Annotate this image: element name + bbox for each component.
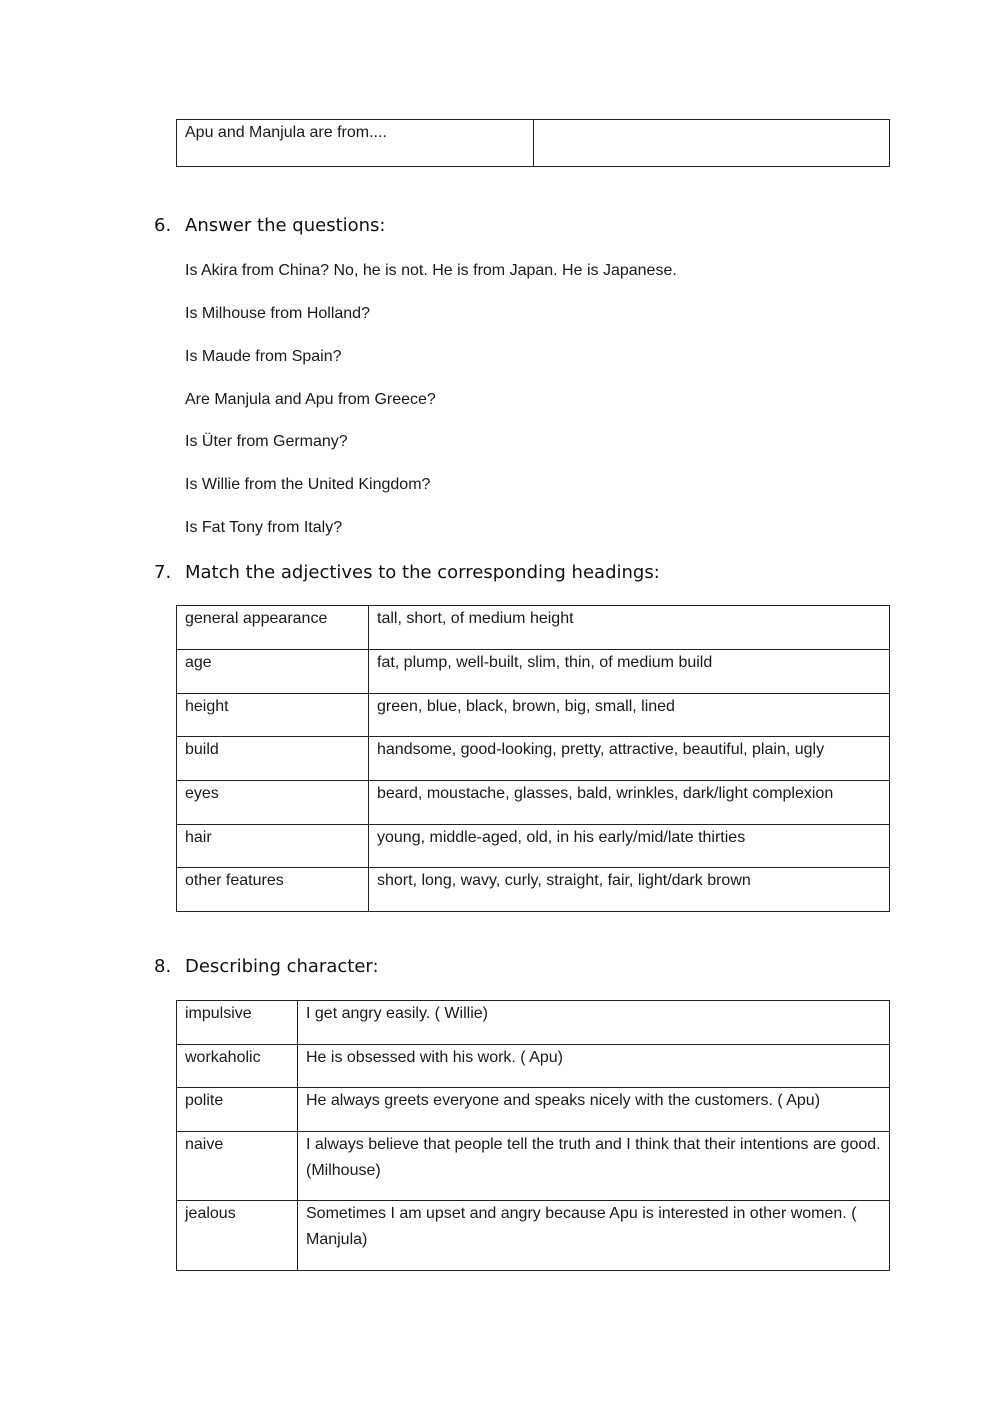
table-row: [177, 781, 890, 825]
section-number: 7.: [154, 562, 172, 583]
section-title: Describing character:: [185, 956, 379, 977]
table-row: [177, 120, 890, 167]
heading-cell: age: [177, 650, 369, 694]
description-cell: I get angry easily. ( Willie): [298, 1001, 890, 1045]
heading-cell: eyes: [177, 781, 369, 825]
question-line: Is Üter from Germany?: [185, 433, 348, 450]
adjectives-cell: young, middle-aged, old, in his early/mid/late thirties: [369, 825, 890, 868]
table-row: [177, 1088, 890, 1132]
table-row: [177, 868, 890, 912]
table-row: [177, 694, 890, 737]
answer-cell[interactable]: [534, 120, 890, 167]
description-cell: I always believe that people tell the truth and I think that their intentions are good. (Milhouse): [298, 1132, 890, 1201]
section-title: Answer the questions:: [185, 215, 386, 236]
table-row: [177, 737, 890, 781]
question-line: Are Manjula and Apu from Greece?: [185, 391, 436, 408]
table-row: [177, 1132, 890, 1201]
heading-cell: build: [177, 737, 369, 781]
section-number: 8.: [154, 956, 172, 977]
question-line: Is Fat Tony from Italy?: [185, 519, 343, 536]
adjectives-table: [176, 605, 890, 912]
question-line: Is Milhouse from Holland?: [185, 305, 370, 322]
heading-cell: height: [177, 694, 369, 737]
trait-cell: jealous: [177, 1201, 298, 1271]
section-6-heading: [154, 215, 386, 236]
origin-table: [176, 119, 890, 167]
adjectives-cell: tall, short, of medium height: [369, 606, 890, 650]
table-row: [177, 606, 890, 650]
question-line: Is Willie from the United Kingdom?: [185, 476, 431, 493]
adjectives-cell: short, long, wavy, curly, straight, fair, light/dark brown: [369, 868, 890, 912]
heading-cell: general appearance: [177, 606, 369, 650]
table-row: [177, 1045, 890, 1088]
adjectives-cell: handsome, good-looking, pretty, attractive, beautiful, plain, ugly: [369, 737, 890, 781]
table-row: [177, 1001, 890, 1045]
question-line: Is Akira from China? No, he is not. He is from Japan. He is Japanese.: [185, 262, 677, 279]
adjectives-cell: green, blue, black, brown, big, small, lined: [369, 694, 890, 737]
section-8-heading: [154, 956, 379, 977]
section-number: 6.: [154, 215, 172, 236]
question-line: Is Maude from Spain?: [185, 348, 342, 365]
table-cell: Apu and Manjula are from....: [177, 120, 534, 167]
table-row: [177, 1201, 890, 1271]
trait-cell: impulsive: [177, 1001, 298, 1045]
description-cell: He is obsessed with his work. ( Apu): [298, 1045, 890, 1088]
section-title: Match the adjectives to the corresponding headings:: [185, 562, 660, 583]
heading-cell: other features: [177, 868, 369, 912]
adjectives-cell: beard, moustache, glasses, bald, wrinkles, dark/light complexion: [369, 781, 890, 825]
adjectives-cell: fat, plump, well-built, slim, thin, of medium build: [369, 650, 890, 694]
heading-cell: hair: [177, 825, 369, 868]
trait-cell: workaholic: [177, 1045, 298, 1088]
trait-cell: naive: [177, 1132, 298, 1201]
description-cell: Sometimes I am upset and angry because Apu is interested in other women. ( Manjula): [298, 1201, 890, 1271]
description-cell: He always greets everyone and speaks nicely with the customers. ( Apu): [298, 1088, 890, 1132]
table-row: [177, 650, 890, 694]
character-table: [176, 1000, 890, 1271]
trait-cell: polite: [177, 1088, 298, 1132]
table-row: [177, 825, 890, 868]
section-7-heading: [154, 562, 660, 583]
